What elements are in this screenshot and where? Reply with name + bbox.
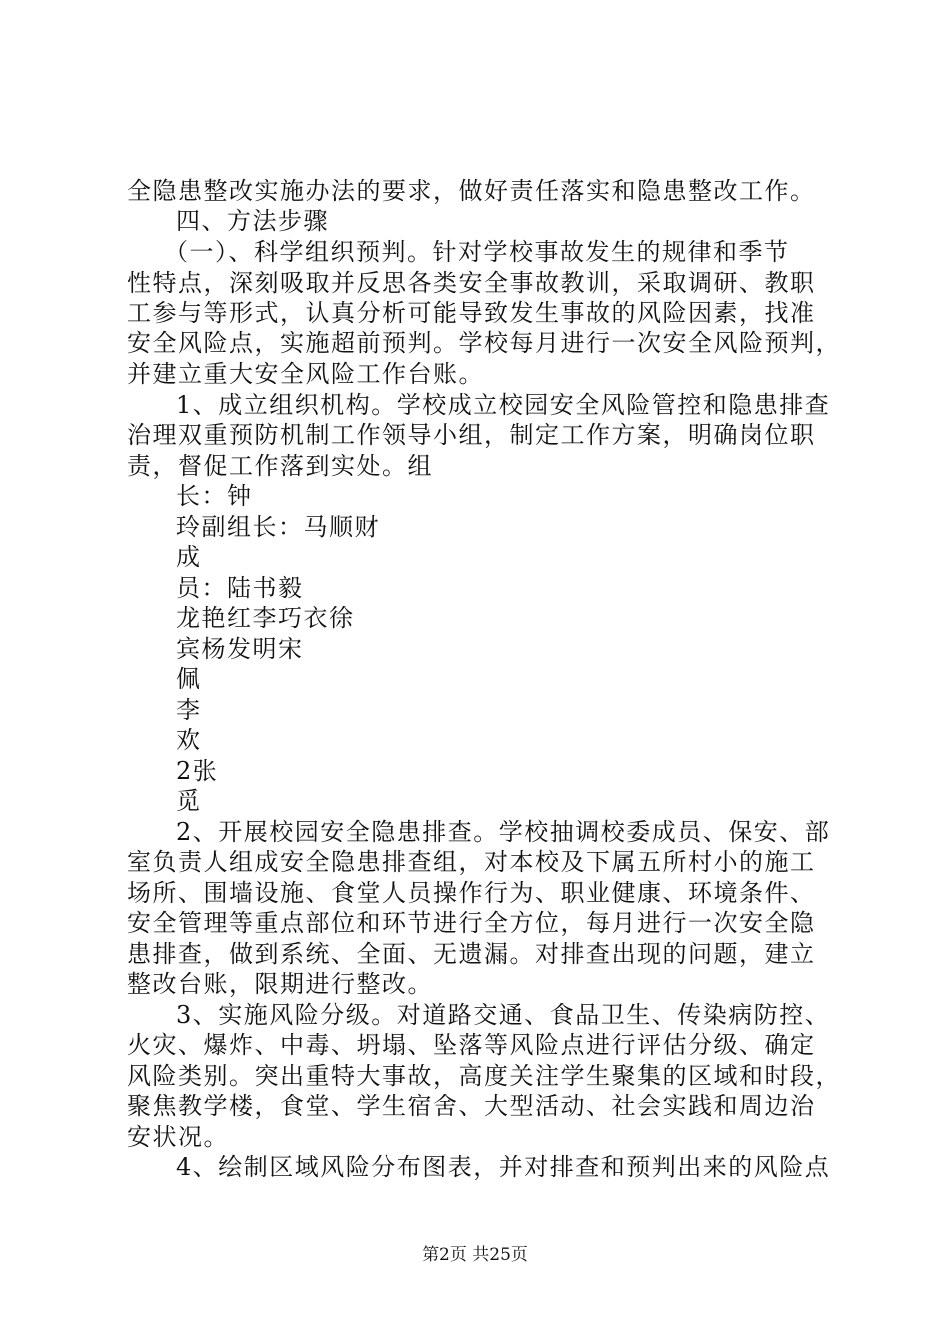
member-line: 玲副组长：马顺财 xyxy=(176,513,380,541)
text-line: 安全管理等重点部位和环节进行全方位，每月进行一次安全隐 xyxy=(127,909,816,937)
member-line: 觅 xyxy=(176,787,202,815)
text-line: 安状况。 xyxy=(127,1123,229,1151)
text-line: 责，督促工作落到实处。组 xyxy=(127,452,433,480)
text-line: 3、实施风险分级。对道路交通、食品卫生、传染病防控、 xyxy=(176,1001,831,1029)
text-line: 风险类别。突出重特大事故，高度关注学生聚集的区域和时段， xyxy=(127,1062,841,1090)
text-line: 火灾、爆炸、中毒、坍塌、坠落等风险点进行评估分级、确定 xyxy=(127,1031,816,1059)
section-heading: 四、方法步骤 xyxy=(176,207,329,235)
member-line: 龙艳红李巧衣徐 xyxy=(176,604,355,632)
text-line: 2、开展校园安全隐患排查。学校抽调校委成员、保安、部 xyxy=(176,818,831,846)
text-line: 4、绘制区域风险分布图表，并对排查和预判出来的风险点 xyxy=(176,1153,831,1181)
text-line: 聚焦教学楼，食堂、学生宿舍、大型活动、社会实践和周边治 xyxy=(127,1092,816,1120)
text-line: 性特点，深刻吸取并反思各类安全事故教训，采取调研、教职 xyxy=(127,269,816,297)
member-line: 欢 xyxy=(176,726,202,754)
member-line: 佩 xyxy=(176,665,202,693)
text-line: 治理双重预防机制工作领导小组，制定工作方案，明确岗位职 xyxy=(127,421,816,449)
subsection-heading: （一）、科学组织预判。针对学校事故发生的规律和季节 xyxy=(164,238,790,266)
text-line: 室负责人组成安全隐患排查组，对本校及下属五所村小的施工 xyxy=(127,848,816,876)
text-line: 1、成立组织机构。学校成立校园安全风险管控和隐患排查 xyxy=(176,391,831,419)
text-line: 整改台账，限期进行整改。 xyxy=(127,970,433,998)
page-number-label: 第2页 共25页 xyxy=(422,1245,528,1265)
member-line: 李 xyxy=(176,696,202,724)
text-line: 场所、围墙设施、食堂人员操作行为、职业健康、环境条件、 xyxy=(127,879,816,907)
text-line: 工参与等形式，认真分析可能导致发生事故的风险因素，找准 xyxy=(127,299,816,327)
page-footer xyxy=(0,1244,950,1266)
member-line: 2张 xyxy=(176,757,219,785)
member-line: 成 xyxy=(176,543,202,571)
member-line: 员：陆书毅 xyxy=(176,574,304,602)
text-line: 安全风险点，实施超前预判。学校每月进行一次安全风险预判， xyxy=(127,329,841,357)
text-line: 全隐患整改实施办法的要求，做好责任落实和隐患整改工作。 xyxy=(127,177,816,205)
member-line: 长：钟 xyxy=(176,482,253,510)
text-line: 并建立重大安全风险工作台账。 xyxy=(127,360,484,388)
text-line: 患排查，做到系统、全面、无遗漏。对排查出现的问题，建立 xyxy=(127,940,816,968)
member-line: 宾杨发明宋 xyxy=(176,635,304,663)
